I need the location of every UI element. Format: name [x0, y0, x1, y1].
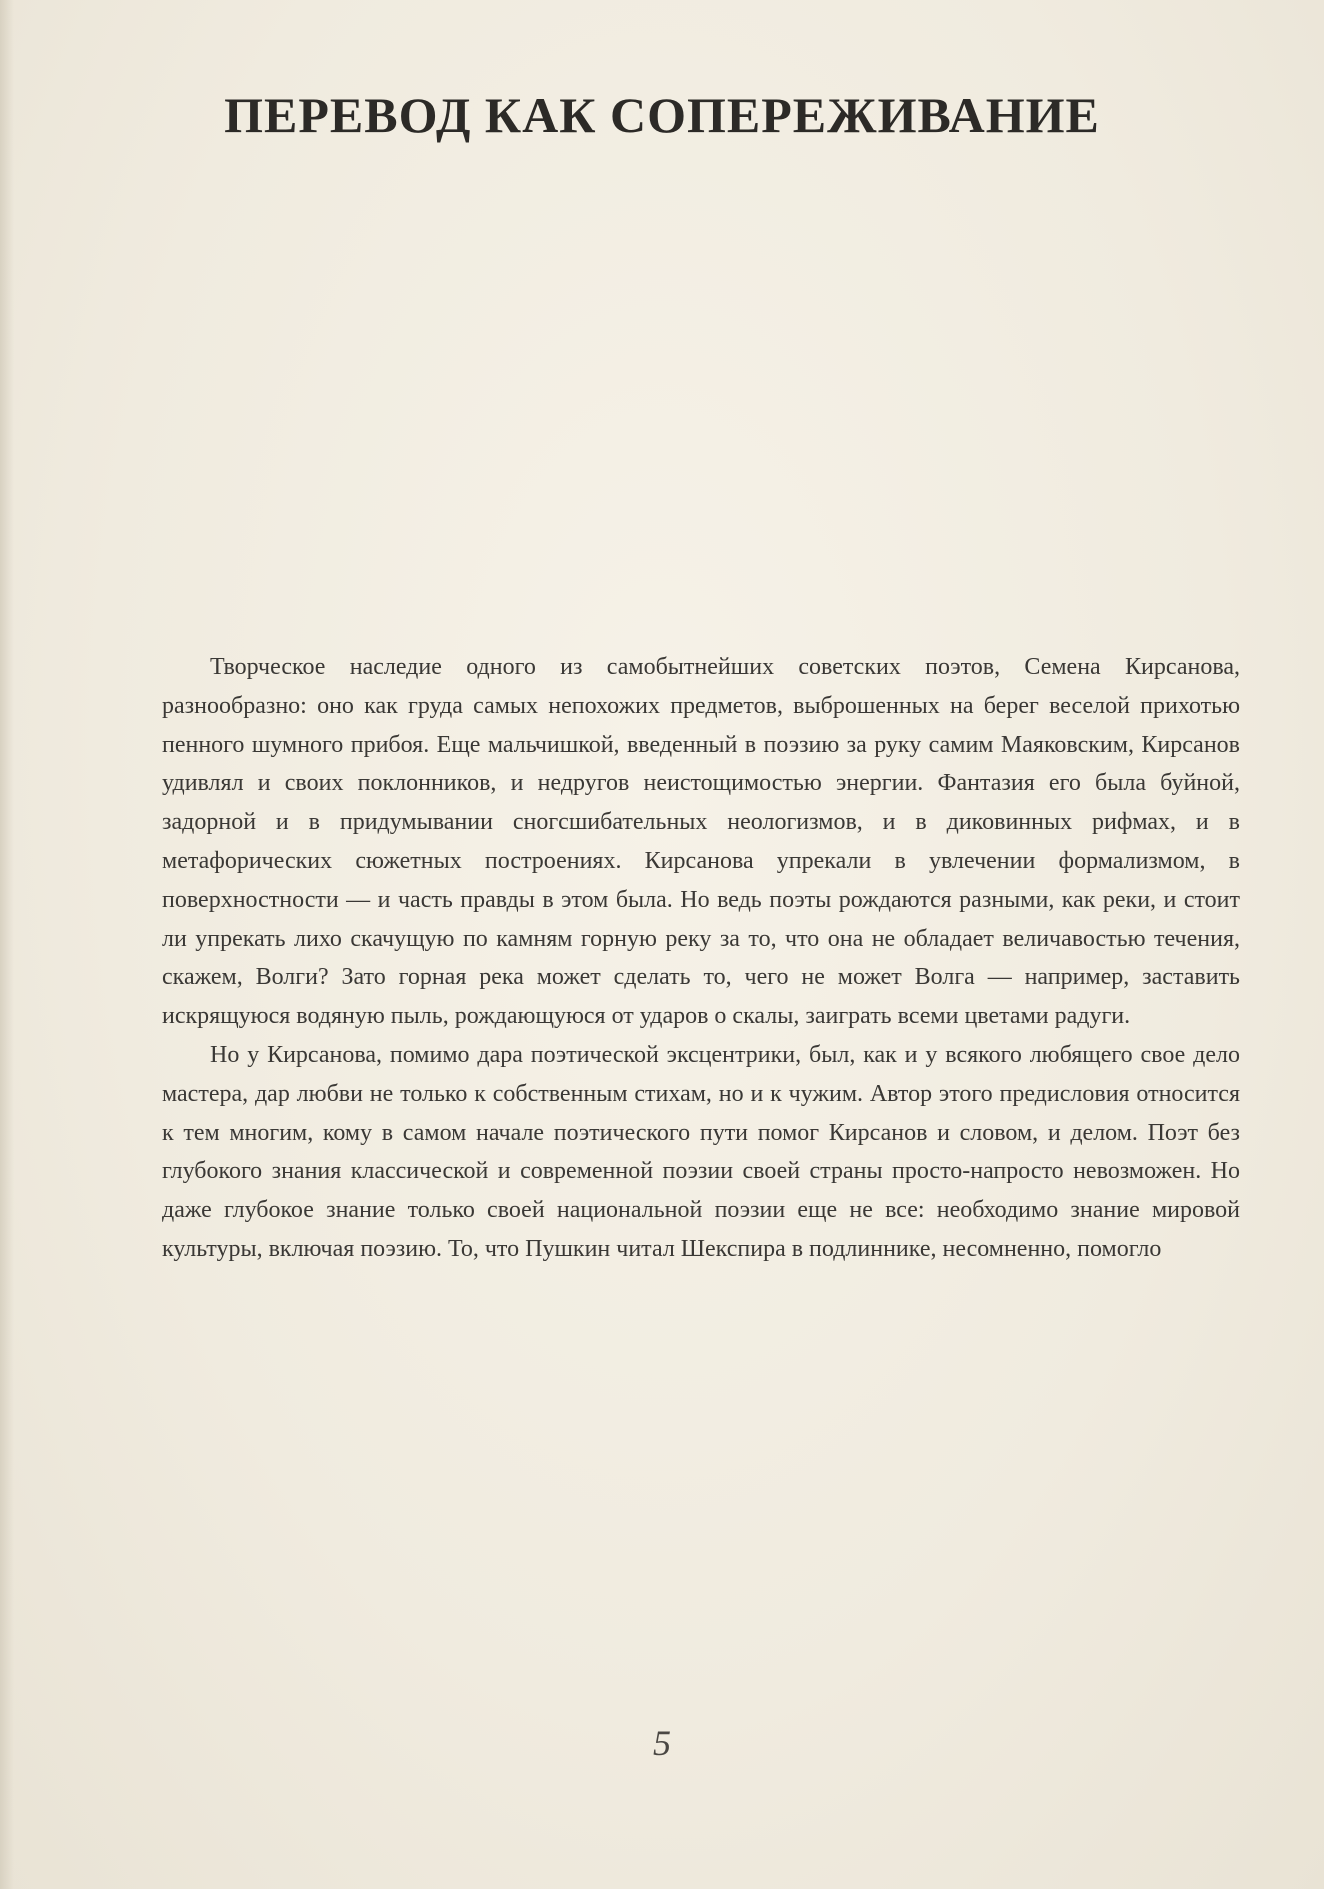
chapter-title: ПЕРЕВОД КАК СОПЕРЕЖИВАНИЕ — [224, 87, 1100, 143]
page-gutter-shadow — [0, 0, 14, 1889]
body-text — [162, 648, 1240, 1269]
paragraph-2: Но у Кирсанова, помимо дара поэтической эксцентрики, был, как и у всякого любящего свое дело мастера, дар любви не только к собственным стихам, но и к чужим. Автор этого предисловия относится к тем многим, кому в самом начале поэтического пути помог Кирсанов и словом, и делом. Поэт без глубокого знания классической и современной поэзии своей страны просто-напросто невозможен. Но даже глубокое знание только своей национальной поэзии еще не все: необходимо знание мировой культуры, включая поэзию. То, что Пушкин читал Шекспира в подлиннике, несомненно, помогло — [162, 1041, 1240, 1262]
paragraph-1: Творческое наследие одного из самобытнейших советских поэтов, Семена Кирсанова, разнообразно: оно как груда самых непохожих предметов, выброшенных на берег веселой прихотью пенного шумного прибоя. Еще мальчишкой, введенный в поэзию за руку самим Маяковским, Кирсанов удивлял и своих поклонников, и недругов неистощимостью энергии. Фантазия его была буйной, задорной и в придумывании сногсшибательных неологизмов, и в диковинных рифмах, и в метафорических сюжетных построениях. Кирсанова упрекали в увлечении формализмом, в поверхностности — и часть правды в этом была. Но ведь поэты рождаются разными, как реки, и стоит ли упрекать лихо скачущую по камням горную реку за то, что она не обладает величавостью течения, скажем, Волги? Зато горная река может сделать то, чего не может Волга — например, заставить искрящуюся водяную пыль, рождающуюся от ударов о скалы, заиграть всеми цветами радуги. — [162, 654, 1240, 1030]
page-number: 5 — [653, 1723, 671, 1763]
